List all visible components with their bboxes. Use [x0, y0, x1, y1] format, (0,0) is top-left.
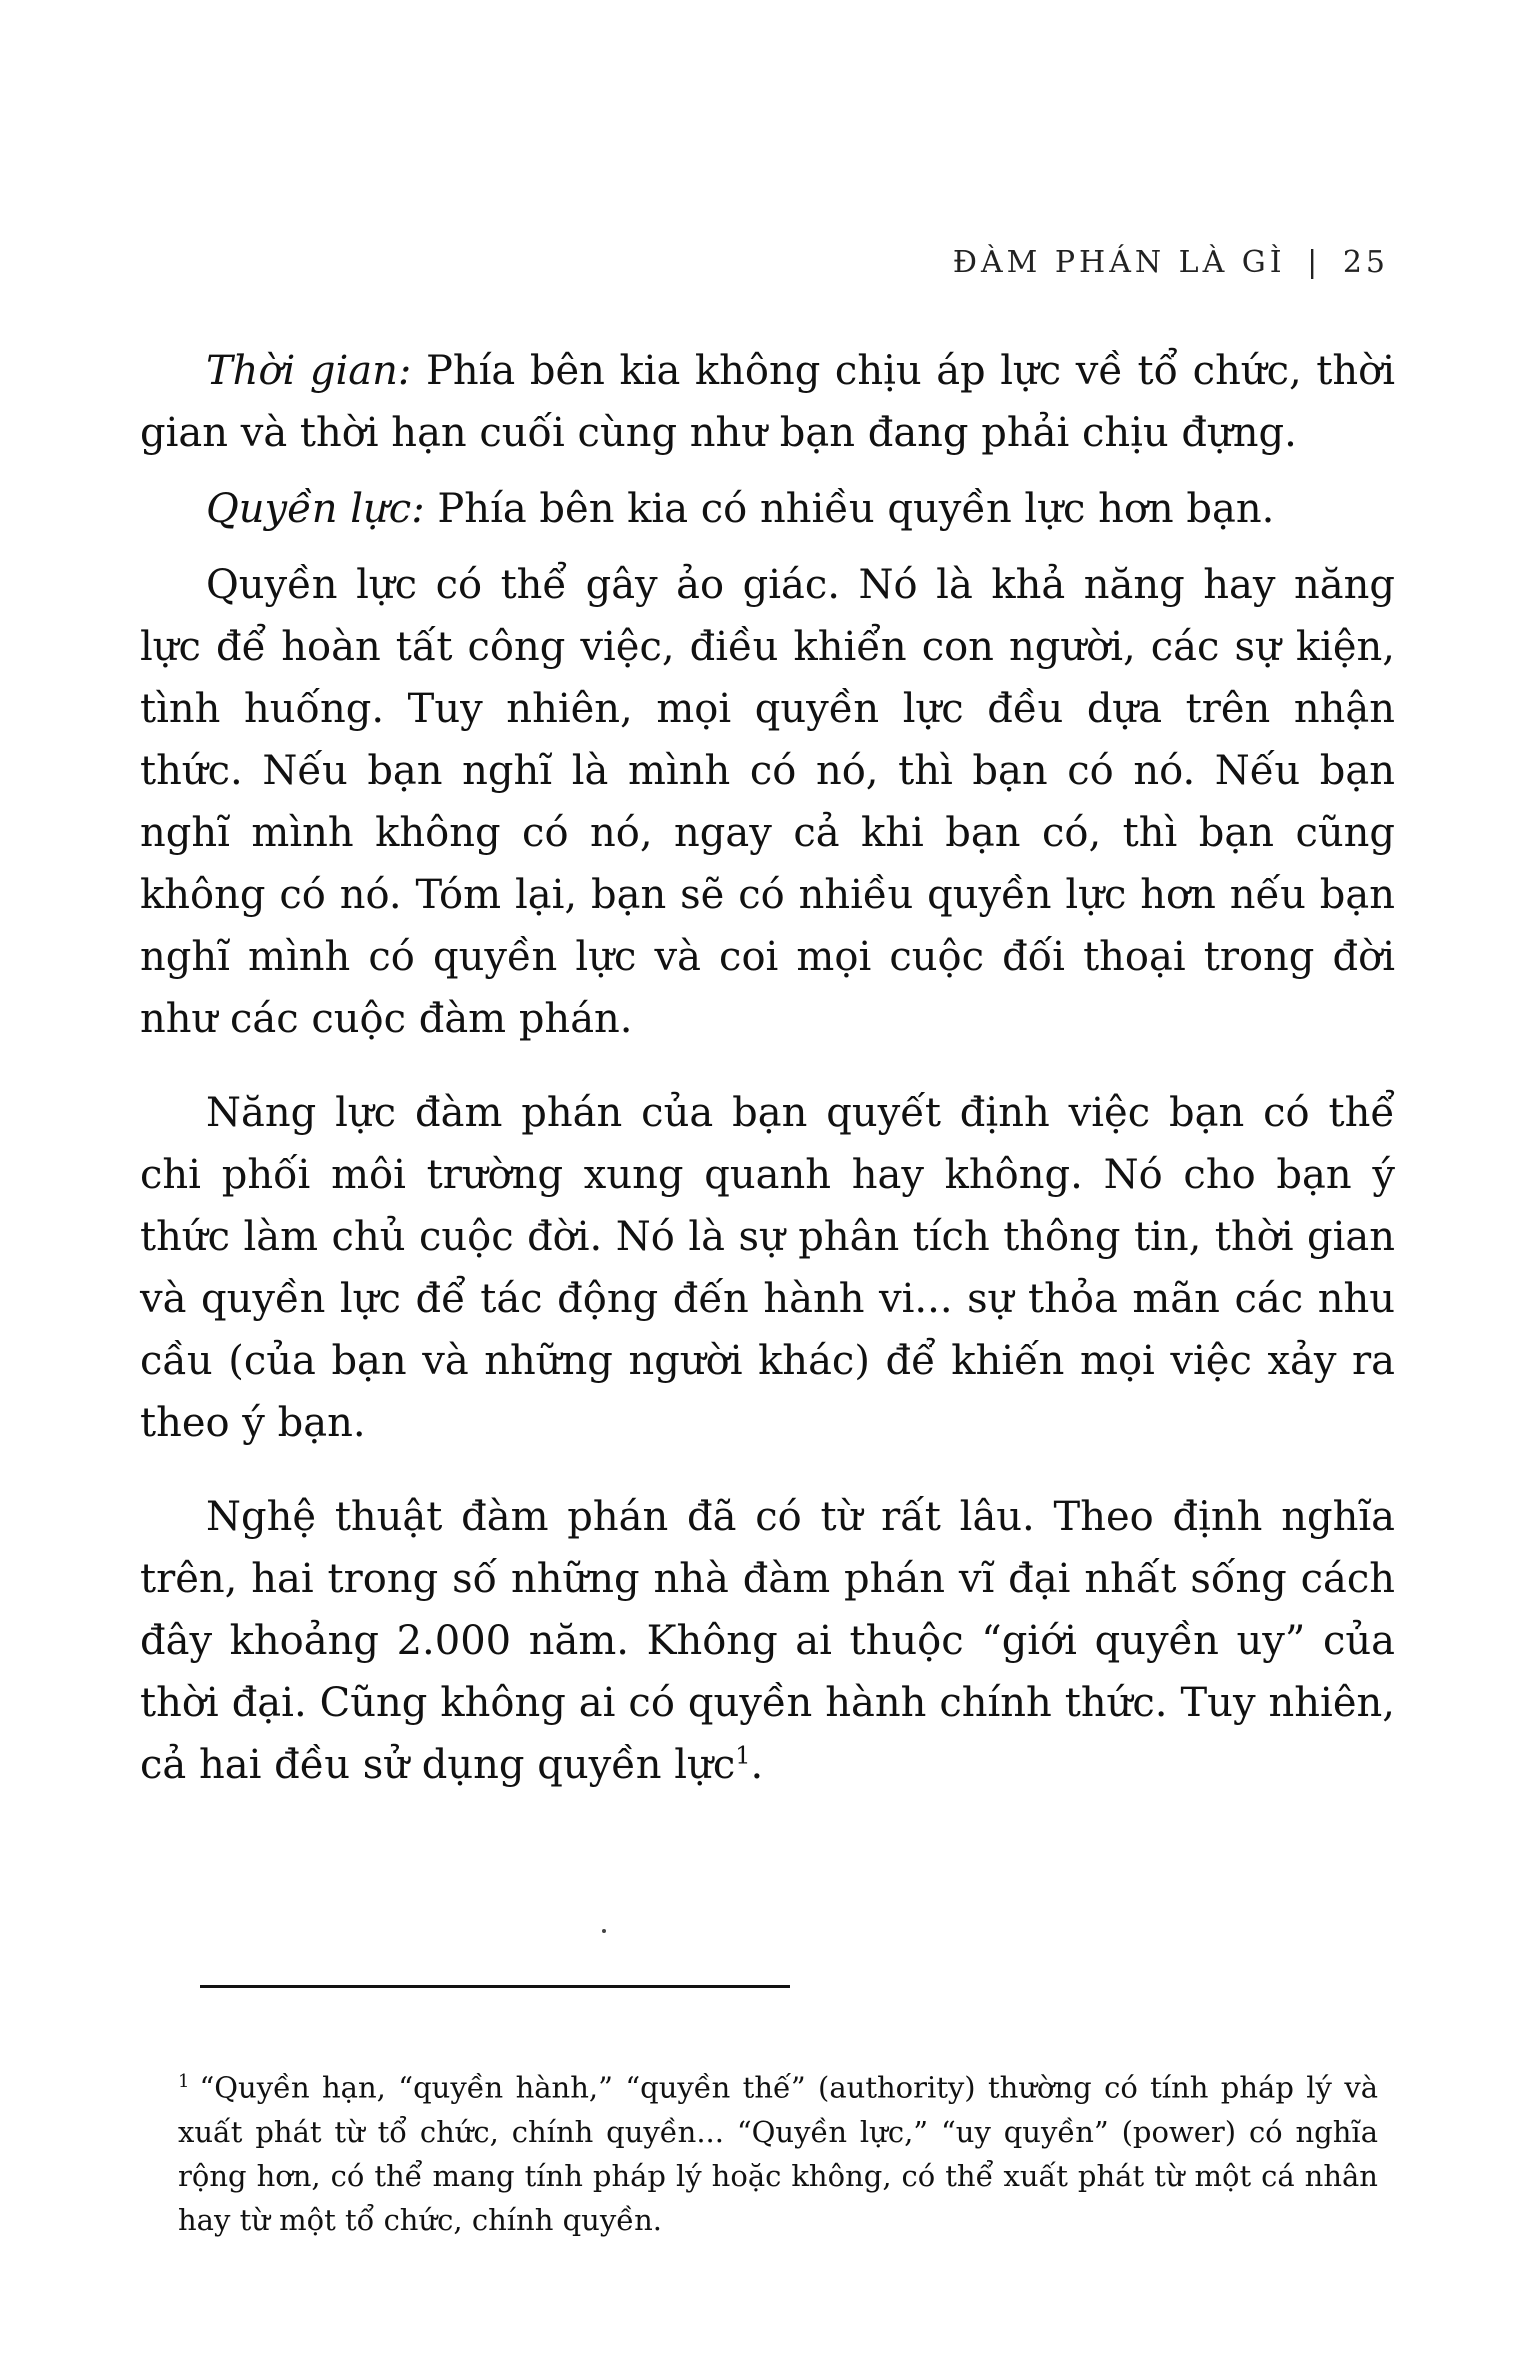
footnote-text: “Quyền hạn, “quyền hành,” “quyền thế” (authority) thường có tính pháp lý và xuất phát từ tổ chức, chính quyền... “Quyền lực,” “uy quyền” (power) có nghĩa rộng hơn, có thể mang tính pháp lý hoặc không, có thể xuất phát từ một cá nhân hay từ một tổ chức, chính quyền.: [178, 2070, 1378, 2237]
running-header: [953, 245, 1389, 280]
header-separator: |: [1307, 245, 1322, 280]
footnote-marker: 1: [178, 2071, 190, 2092]
paragraph-power: [140, 478, 1395, 540]
paragraph-negotiation-ability: Năng lực đàm phán của bạn quyết định việc bạn có thể chi phối môi trường xung quanh hay không. Nó cho bạn ý thức làm chủ cuộc đời. Nó là sự phân tích thông tin, thời gian và quyền lực để tác động đến hành vi... sự thỏa mãn các nhu cầu (của bạn và những người khác) để khiến mọi việc xảy ra theo ý bạn.: [140, 1090, 1395, 1446]
chapter-title: ĐÀM PHÁN LÀ GÌ: [952, 245, 1286, 280]
body-text: [140, 340, 1395, 1828]
paragraph-time: [140, 340, 1395, 464]
footnote: [178, 2060, 1378, 2242]
paragraph-negotiation-history: [140, 1486, 1395, 1796]
paragraph-power-text: Phía bên kia có nhiều quyền lực hơn bạn.: [424, 486, 1275, 532]
paragraph-power-perception: Quyền lực có thể gây ảo giác. Nó là khả năng hay năng lực để hoàn tất công việc, điều khiển con người, các sự kiện, tình huống. Tuy nhiên, mọi quyền lực đều dựa trên nhận thức. Nếu bạn nghĩ là mình có nó, thì bạn có nó. Nếu bạn nghĩ mình không có nó, ngay cả khi bạn có, thì bạn cũng không có nó. Tóm lại, bạn sẽ có nhiều quyền lực hơn nếu bạn nghĩ mình có quyền lực và coi mọi cuộc đối thoại trong đời như các cuộc đàm phán.: [140, 562, 1395, 1042]
footnote-divider: [200, 1985, 790, 1988]
paragraph-history-end: .: [750, 1742, 764, 1788]
page-number: 25: [1342, 245, 1389, 280]
paragraph-label-time: Thời gian:: [206, 348, 412, 394]
paragraph-time-text: Phía bên kia không chịu áp lực về tổ chức, thời gian và thời hạn cuối cùng như bạn đang phải chịu đựng.: [140, 348, 1395, 456]
paragraph-label-power: Quyền lực:: [206, 486, 425, 532]
print-speck: [602, 1929, 606, 1933]
footnote-reference: 1: [735, 1741, 751, 1770]
paragraph-history-text: Nghệ thuật đàm phán đã có từ rất lâu. Theo định nghĩa trên, hai trong số những nhà đàm phán vĩ đại nhất sống cách đây khoảng 2.000 năm. Không ai thuộc “giới quyền uy” của thời đại. Cũng không ai có quyền hành chính thức. Tuy nhiên, cả hai đều sử dụng quyền lực: [140, 1494, 1395, 1788]
